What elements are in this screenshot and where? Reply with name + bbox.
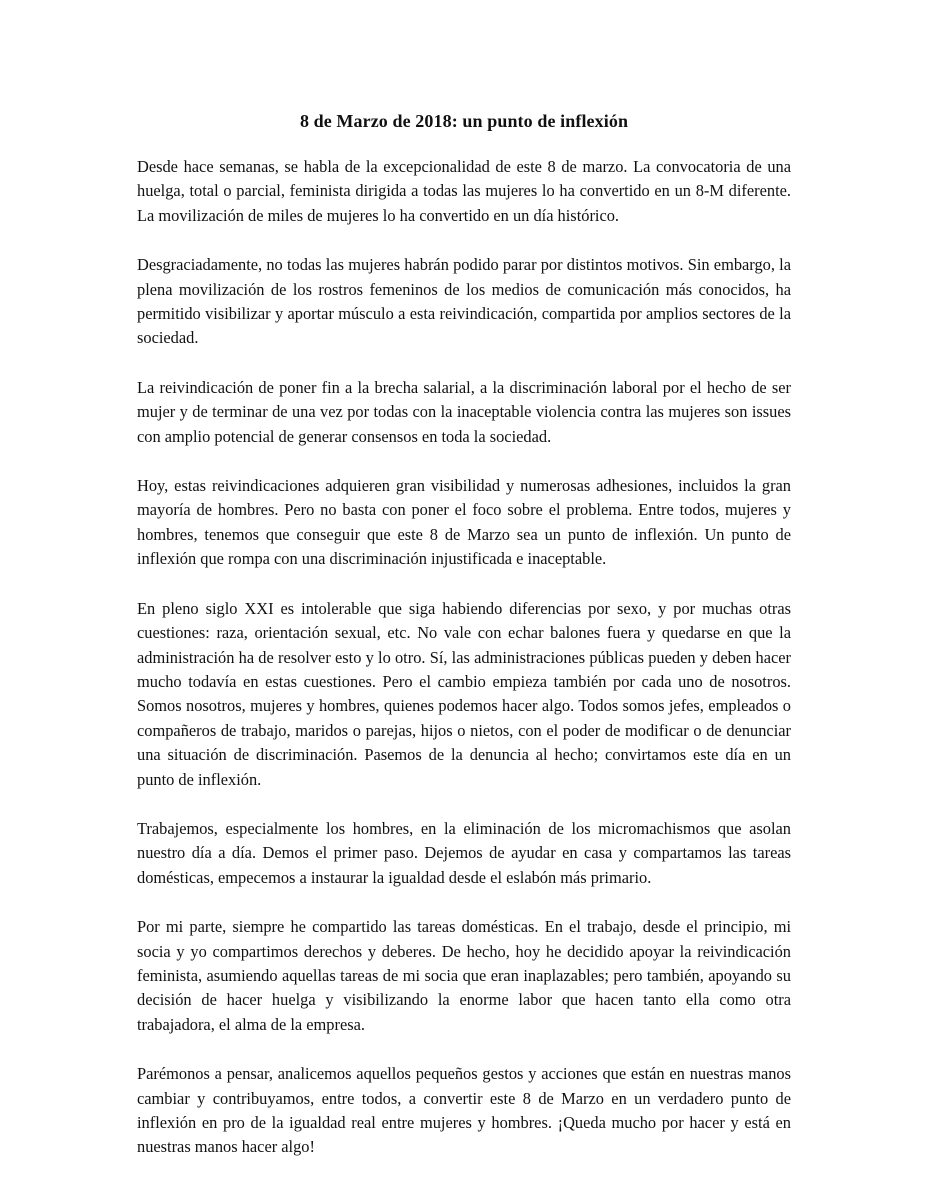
- paragraph-1: Desde hace semanas, se habla de la excepcionalidad de este 8 de marzo. La convocatoria de una huelga, total o parcial, feminista dirigida a todas las mujeres lo ha convertido en un 8-M diferente. La movilización de miles de mujeres lo ha convertido en un día histórico.: [137, 157, 791, 225]
- paragraph-6: Trabajemos, especialmente los hombres, en la eliminación de los micromachismos que asolan nuestro día a día. Demos el primer paso. Dejemos de ayudar en casa y compartamos las tareas domésticas, empecemos a instaurar la igualdad desde el eslabón más primario.: [137, 818, 791, 887]
- paragraph-2: Desgraciadamente, no todas las mujeres habrán podido parar por distintos motivos. Sin embargo, la plena movilización de los rostros femeninos de los medios de comunicación más conocidos, ha permitido visibilizar y aportar músculo a esta reivindicación, compartida por amplios sectores de la sociedad.: [137, 255, 791, 348]
- paragraph-5: En pleno siglo XXI es intolerable que siga habiendo diferencias por sexo, y por muchas otras cuestiones: raza, orientación sexual, etc. No vale con echar balones fuera y quedarse en que la administración ha de resolver esto y lo otro. Sí, las administraciones públicas pueden y deben hacer mucho todavía en estas cuestiones. Pero el cambio empieza también por cada uno de nosotros. Somos nosotros, mujeres y hombres, quienes podemos hacer algo. Todos somos jefes, empleados o compañeros de trabajo, maridos o parejas, hijos o nietos, con el poder de modificar o de denunciar una situación de discriminación. Pasemos de la denuncia al hecho; convirtamos este día en un punto de inflexión.: [137, 598, 791, 789]
- paragraph-3: La reivindicación de poner fin a la brecha salarial, a la discriminación laboral por el hecho de ser mujer y de terminar de una vez por todas con la inaceptable violencia contra las mujeres son issues con amplio potencial de generar consensos en toda la sociedad.: [137, 377, 791, 446]
- document-title: 8 de Marzo de 2018: un punto de inflexión: [299, 111, 629, 131]
- paragraph-8: Parémonos a pensar, analicemos aquellos pequeños gestos y acciones que están en nuestras manos cambiar y contribuyamos, entre todos, a convertir este 8 de Marzo en un verdadero punto de inflexión en pro de la igualdad real entre mujeres y hombres. ¡Queda mucho por hacer y está en nuestras manos hacer algo!: [137, 1064, 791, 1157]
- document-body: [137, 155, 791, 1185]
- paragraph-7: Por mi parte, siempre he compartido las tareas domésticas. En el trabajo, desde el principio, mi socia y yo compartimos derechos y deberes. De hecho, hoy he decidido apoyar la reivindicación feminista, asumiendo aquellas tareas de mi socia que eran inaplazables; pero también, apoyando su decisión de hacer huelga y visibilizando la enorme labor que hacen tanto ella como otra trabajadora, el alma de la empresa.: [137, 917, 791, 1034]
- paragraph-4: Hoy, estas reivindicaciones adquieren gran visibilidad y numerosas adhesiones, incluidos la gran mayoría de hombres. Pero no basta con poner el foco sobre el problema. Entre todos, mujeres y hombres, tenemos que conseguir que este 8 de Marzo sea un punto de inflexión. Un punto de inflexión que rompa con una discriminación injustificada e inaceptable.: [137, 476, 791, 569]
